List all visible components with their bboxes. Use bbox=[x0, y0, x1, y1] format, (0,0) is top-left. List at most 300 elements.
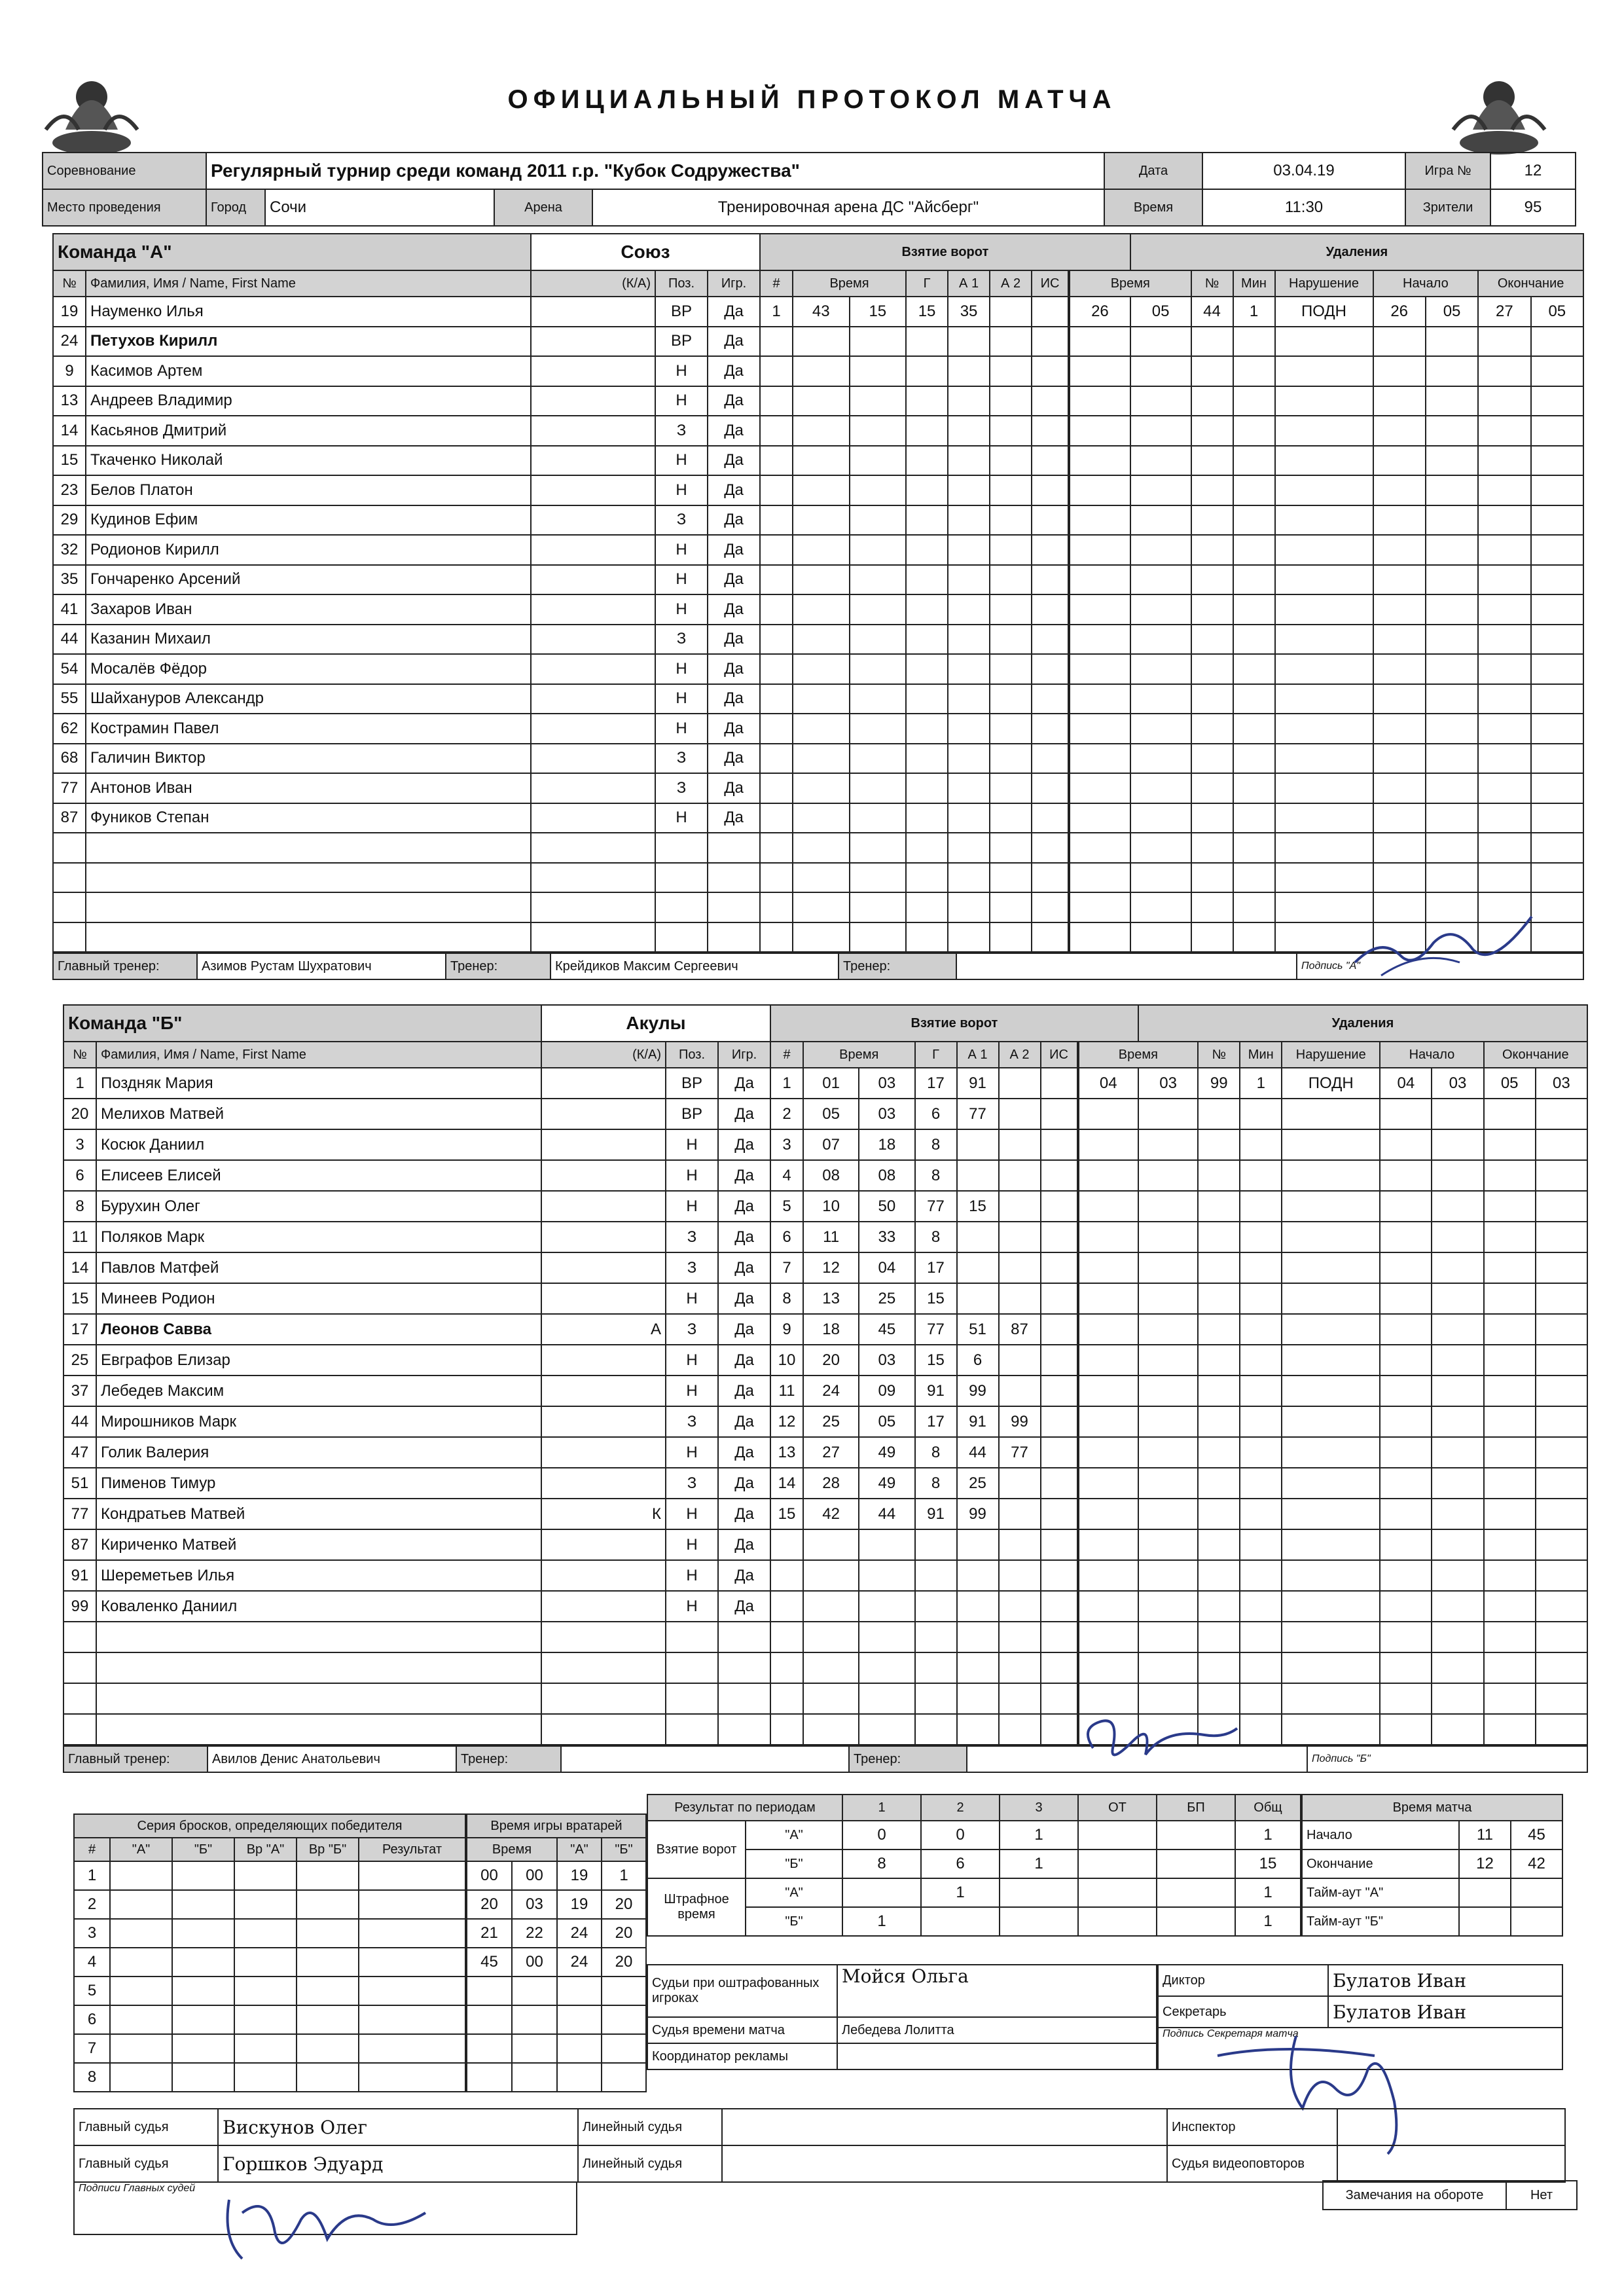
goal-scorer: 15 bbox=[906, 297, 948, 327]
player-row bbox=[63, 1283, 1587, 1314]
penalty-violation bbox=[1275, 386, 1373, 416]
penalty-time-sec bbox=[1138, 1129, 1198, 1160]
penalty-player bbox=[1198, 1591, 1240, 1622]
goal-scorer bbox=[906, 833, 948, 863]
goalie-time-sec: 22 bbox=[512, 1919, 557, 1948]
match-end-m: 42 bbox=[1511, 1850, 1562, 1878]
penalty-time-sec bbox=[1130, 416, 1191, 446]
goal-situation bbox=[1032, 565, 1068, 595]
goal-time-min: 27 bbox=[803, 1437, 859, 1468]
penalty-player bbox=[1198, 1376, 1240, 1406]
player-played: Да bbox=[718, 1345, 770, 1376]
penalty-end-sec bbox=[1536, 1314, 1587, 1345]
goal-time-min bbox=[793, 892, 850, 922]
goal-situation bbox=[1041, 1499, 1077, 1529]
player-name: Антонов Иван bbox=[86, 773, 531, 803]
penalty-end-sec bbox=[1536, 1591, 1587, 1622]
penalty-end-min bbox=[1484, 1714, 1536, 1745]
goal-number: 1 bbox=[760, 297, 793, 327]
shootout-row-number: 2 bbox=[74, 1890, 110, 1919]
player-played: Да bbox=[708, 386, 760, 416]
goal-scorer: 8 bbox=[915, 1468, 957, 1499]
penalty-time-min bbox=[1070, 744, 1130, 774]
arena-value: Тренировочная арена ДС "Айсберг" bbox=[592, 189, 1104, 226]
hdr-pen-start: Начало bbox=[1380, 1042, 1483, 1068]
goal-assist-1 bbox=[948, 505, 990, 536]
officials-table bbox=[647, 1964, 1157, 2070]
player-position: Н bbox=[655, 386, 708, 416]
shootout-cell bbox=[234, 2005, 297, 2034]
penalty-start-sec bbox=[1432, 1437, 1483, 1468]
penalty-end-min bbox=[1478, 416, 1530, 446]
goal-time-min: 12 bbox=[803, 1252, 859, 1283]
goal-assist-2: 77 bbox=[999, 1437, 1041, 1468]
penalty-start-min bbox=[1373, 565, 1426, 595]
penalty-end-sec bbox=[1531, 565, 1583, 595]
player-name: Кострамин Павел bbox=[86, 714, 531, 744]
team-a-coach2-label: Тренер: bbox=[839, 953, 956, 979]
player-number: 8 bbox=[63, 1191, 96, 1222]
team-a-table bbox=[52, 233, 1584, 953]
goal-situation bbox=[1032, 594, 1068, 625]
penalty-end-min bbox=[1484, 1160, 1536, 1191]
goal-number bbox=[770, 1591, 803, 1622]
shootout-cell bbox=[297, 2034, 359, 2063]
hdr-num: № bbox=[53, 270, 86, 297]
player-captain-mark bbox=[531, 773, 655, 803]
penalty-player bbox=[1191, 684, 1233, 714]
penalty-start-sec bbox=[1432, 1591, 1483, 1622]
player-position: Н bbox=[655, 535, 708, 565]
penalty-end-sec bbox=[1531, 327, 1583, 357]
player-captain-mark bbox=[531, 863, 655, 893]
player-position: З bbox=[655, 625, 708, 655]
penalty-end-sec bbox=[1536, 1129, 1587, 1160]
goal-time-sec: 50 bbox=[859, 1191, 914, 1222]
penalty-start-min bbox=[1373, 714, 1426, 744]
penalty-start-sec bbox=[1426, 625, 1478, 655]
shootout-cell bbox=[359, 2063, 465, 2092]
penalty-time-sec bbox=[1130, 833, 1191, 863]
goal-assist-1 bbox=[948, 356, 990, 386]
penalty-minutes bbox=[1233, 744, 1275, 774]
goal-number: 14 bbox=[770, 1468, 803, 1499]
player-number bbox=[63, 1622, 96, 1652]
penalty-player bbox=[1191, 356, 1233, 386]
goalie-time-min: 00 bbox=[467, 1861, 512, 1890]
player-number: 68 bbox=[53, 744, 86, 774]
goalie-time-row bbox=[467, 1977, 646, 2005]
penalty-end-sec bbox=[1536, 1406, 1587, 1437]
penalty-minutes bbox=[1240, 1560, 1282, 1591]
penalty-start-sec bbox=[1426, 594, 1478, 625]
player-position bbox=[655, 922, 708, 953]
goal-situation bbox=[1041, 1252, 1077, 1283]
goal-assist-1 bbox=[948, 803, 990, 833]
goal-scorer: 17 bbox=[915, 1068, 957, 1099]
player-captain-mark bbox=[531, 356, 655, 386]
player-row bbox=[53, 773, 1583, 803]
team-a-head-coach: Азимов Рустам Шухратович bbox=[197, 953, 446, 979]
shootout-row-number: 7 bbox=[74, 2034, 110, 2063]
goal-time-min bbox=[803, 1652, 859, 1683]
penalty-time-min bbox=[1079, 1345, 1138, 1376]
player-row bbox=[53, 833, 1583, 863]
penalty-violation bbox=[1275, 446, 1373, 476]
goal-situation bbox=[1041, 1468, 1077, 1499]
player-captain-mark bbox=[531, 833, 655, 863]
goal-situation bbox=[1041, 1160, 1077, 1191]
goalie-b-number bbox=[602, 2034, 646, 2063]
goalie-time-title: Время игры вратарей bbox=[467, 1814, 646, 1838]
penalty-violation bbox=[1282, 1160, 1380, 1191]
time-value: 11:30 bbox=[1202, 189, 1405, 226]
player-played: Да bbox=[718, 1099, 770, 1129]
goal-situation bbox=[1032, 386, 1068, 416]
penalty-violation bbox=[1282, 1683, 1380, 1714]
penalty-end-min: 05 bbox=[1484, 1068, 1536, 1099]
goal-number: 13 bbox=[770, 1437, 803, 1468]
goal-time-min bbox=[803, 1560, 859, 1591]
player-name: Казанин Михаил bbox=[86, 625, 531, 655]
shootout-row-number: 4 bbox=[74, 1948, 110, 1977]
player-played: Да bbox=[718, 1376, 770, 1406]
penalty-minutes bbox=[1240, 1499, 1282, 1529]
penalty-violation bbox=[1275, 535, 1373, 565]
penalty-time-min bbox=[1070, 714, 1130, 744]
player-captain-mark bbox=[541, 1345, 666, 1376]
goal-situation bbox=[1041, 1652, 1077, 1683]
penalty-violation bbox=[1282, 1652, 1380, 1683]
player-played: Да bbox=[718, 1160, 770, 1191]
penalty-time-min bbox=[1070, 625, 1130, 655]
player-name: Галичин Виктор bbox=[86, 744, 531, 774]
goal-time-min bbox=[793, 535, 850, 565]
shootout-row-number: 6 bbox=[74, 2005, 110, 2034]
goal-scorer: 91 bbox=[915, 1376, 957, 1406]
goalie-col-b: "Б" bbox=[602, 1838, 646, 1861]
player-number: 11 bbox=[63, 1222, 96, 1252]
player-number: 19 bbox=[53, 297, 86, 327]
goal-number bbox=[760, 625, 793, 655]
pim-a-ot bbox=[1078, 1878, 1157, 1907]
penalty-time-sec bbox=[1130, 922, 1191, 953]
goal-situation bbox=[1041, 1529, 1077, 1560]
goal-situation bbox=[1041, 1283, 1077, 1314]
penalty-time-min bbox=[1070, 922, 1130, 953]
hdr-name: Фамилия, Имя / Name, First Name bbox=[96, 1042, 541, 1068]
penalty-start-sec bbox=[1432, 1191, 1483, 1222]
goal-time-min: 24 bbox=[803, 1376, 859, 1406]
penalty-start-min bbox=[1380, 1129, 1432, 1160]
player-position: З bbox=[655, 773, 708, 803]
penalty-time-sec bbox=[1138, 1437, 1198, 1468]
goal-scorer bbox=[906, 356, 948, 386]
goal-scorer: 8 bbox=[915, 1222, 957, 1252]
player-played: Да bbox=[708, 625, 760, 655]
player-row bbox=[53, 863, 1583, 893]
penalty-player bbox=[1191, 654, 1233, 684]
goal-situation bbox=[1032, 446, 1068, 476]
player-row bbox=[63, 1099, 1587, 1129]
player-row bbox=[53, 505, 1583, 536]
player-captain-mark bbox=[541, 1283, 666, 1314]
player-captain-mark bbox=[541, 1591, 666, 1622]
penalty-minutes bbox=[1233, 446, 1275, 476]
penalty-time-min bbox=[1079, 1560, 1138, 1591]
player-number: 77 bbox=[53, 773, 86, 803]
goalie-time-row bbox=[467, 1948, 646, 1977]
goal-time-sec bbox=[859, 1683, 914, 1714]
penalty-box-judges: Мойся Ольга bbox=[837, 1965, 1157, 2017]
penalty-time-min bbox=[1079, 1591, 1138, 1622]
goal-time-sec bbox=[859, 1622, 914, 1652]
penalty-start-min bbox=[1373, 356, 1426, 386]
player-name: Родионов Кирилл bbox=[86, 535, 531, 565]
penalty-start-sec bbox=[1426, 416, 1478, 446]
goal-number bbox=[760, 594, 793, 625]
penalty-start-sec bbox=[1426, 356, 1478, 386]
goal-assist-2 bbox=[990, 356, 1032, 386]
goal-time-min: 43 bbox=[793, 297, 850, 327]
player-position: Н bbox=[655, 803, 708, 833]
goal-situation bbox=[1041, 1129, 1077, 1160]
shootout-cell bbox=[110, 1861, 172, 1890]
penalty-time-sec bbox=[1138, 1345, 1198, 1376]
main-ref-2: Горшков Эдуард bbox=[218, 2145, 578, 2182]
penalty-time-min bbox=[1079, 1437, 1138, 1468]
player-number: 47 bbox=[63, 1437, 96, 1468]
goalie-b-number bbox=[602, 2063, 646, 2092]
goal-assist-2 bbox=[990, 625, 1032, 655]
player-position: Н bbox=[655, 714, 708, 744]
player-name: Мирошников Марк bbox=[96, 1406, 541, 1437]
goalie-a-number bbox=[557, 2034, 602, 2063]
penalty-minutes: 1 bbox=[1240, 1068, 1282, 1099]
player-position bbox=[666, 1714, 718, 1745]
goal-time-sec: 05 bbox=[859, 1406, 914, 1437]
player-number: 23 bbox=[53, 475, 86, 505]
goal-time-sec bbox=[850, 714, 907, 744]
goal-assist-2 bbox=[999, 1160, 1041, 1191]
player-number: 25 bbox=[63, 1345, 96, 1376]
penalty-player: 99 bbox=[1198, 1068, 1240, 1099]
penalty-end-sec bbox=[1531, 833, 1583, 863]
player-row bbox=[63, 1683, 1587, 1714]
penalty-violation bbox=[1282, 1376, 1380, 1406]
penalty-end-min bbox=[1478, 535, 1530, 565]
player-name: Косюк Даниил bbox=[96, 1129, 541, 1160]
goalie-time-table bbox=[466, 1813, 647, 2092]
goal-assist-2 bbox=[990, 446, 1032, 476]
player-played: Да bbox=[718, 1129, 770, 1160]
goal-time-sec bbox=[850, 416, 907, 446]
player-captain-mark bbox=[541, 1191, 666, 1222]
hdr-pen-min: Мин bbox=[1240, 1042, 1282, 1068]
goalie-time-min: 45 bbox=[467, 1948, 512, 1977]
goal-time-sec: 18 bbox=[859, 1129, 914, 1160]
periods-pim-b-label: "Б" bbox=[746, 1907, 842, 1936]
goalie-time-row bbox=[467, 1861, 646, 1890]
penalty-minutes bbox=[1233, 833, 1275, 863]
player-position: З bbox=[666, 1252, 718, 1283]
goal-assist-1 bbox=[948, 922, 990, 953]
penalty-time-min bbox=[1070, 327, 1130, 357]
penalty-start-sec bbox=[1432, 1252, 1483, 1283]
goalie-time-sec bbox=[512, 2005, 557, 2034]
shootout-row bbox=[74, 2034, 465, 2063]
player-position: Н bbox=[655, 475, 708, 505]
goals-a-so bbox=[1157, 1821, 1235, 1850]
hdr-pos: Поз. bbox=[666, 1042, 718, 1068]
player-number: 9 bbox=[53, 356, 86, 386]
penalty-time-sec bbox=[1138, 1591, 1198, 1622]
player-name: Елисеев Елисей bbox=[96, 1160, 541, 1191]
player-played: Да bbox=[708, 327, 760, 357]
goal-situation bbox=[1032, 773, 1068, 803]
goal-number bbox=[760, 714, 793, 744]
penalty-end-min bbox=[1478, 773, 1530, 803]
player-captain-mark bbox=[531, 386, 655, 416]
penalty-time-sec bbox=[1138, 1191, 1198, 1222]
penalty-violation bbox=[1275, 803, 1373, 833]
player-name: Андреев Владимир bbox=[86, 386, 531, 416]
penalty-start-min bbox=[1373, 386, 1426, 416]
penalty-minutes bbox=[1240, 1468, 1282, 1499]
goal-time-min: 11 bbox=[803, 1222, 859, 1252]
main-ref-label-1: Главный судья bbox=[74, 2109, 218, 2145]
penalty-violation bbox=[1275, 744, 1373, 774]
penalty-start-min bbox=[1373, 833, 1426, 863]
shootout-cell bbox=[297, 1890, 359, 1919]
player-name: Минеев Родион bbox=[96, 1283, 541, 1314]
player-captain-mark bbox=[531, 744, 655, 774]
player-name: Касьянов Дмитрий bbox=[86, 416, 531, 446]
goal-time-sec bbox=[850, 744, 907, 774]
goal-assist-1 bbox=[957, 1591, 999, 1622]
goal-assist-1 bbox=[957, 1622, 999, 1652]
penalty-time-min bbox=[1079, 1529, 1138, 1560]
player-number bbox=[53, 922, 86, 953]
team-b-penalties-title: Удаления bbox=[1138, 1005, 1587, 1042]
player-played: Да bbox=[708, 803, 760, 833]
player-number: 29 bbox=[53, 505, 86, 536]
penalty-end-sec bbox=[1536, 1714, 1587, 1745]
player-captain-mark bbox=[531, 892, 655, 922]
goal-time-min: 42 bbox=[803, 1499, 859, 1529]
penalty-start-min bbox=[1380, 1099, 1432, 1129]
penalty-minutes bbox=[1240, 1622, 1282, 1652]
shootout-cell bbox=[110, 1948, 172, 1977]
announcer-label: Диктор bbox=[1158, 1965, 1328, 1996]
hdr-pen-end: Окончание bbox=[1484, 1042, 1587, 1068]
penalty-end-sec bbox=[1536, 1283, 1587, 1314]
goal-situation bbox=[1032, 833, 1068, 863]
player-captain-mark bbox=[541, 1376, 666, 1406]
shootout-cell bbox=[297, 1861, 359, 1890]
goalie-a-number bbox=[557, 2063, 602, 2092]
penalty-end-sec bbox=[1531, 803, 1583, 833]
goal-time-sec bbox=[850, 594, 907, 625]
penalty-minutes bbox=[1233, 327, 1275, 357]
goal-time-min bbox=[793, 565, 850, 595]
player-played: Да bbox=[708, 297, 760, 327]
penalty-end-min bbox=[1478, 446, 1530, 476]
goal-time-sec bbox=[859, 1591, 914, 1622]
player-played bbox=[718, 1683, 770, 1714]
penalty-time-min bbox=[1070, 446, 1130, 476]
team-b-head-coach-label: Главный тренер: bbox=[63, 1746, 208, 1772]
player-row bbox=[63, 1652, 1587, 1683]
goal-number bbox=[760, 654, 793, 684]
penalty-player bbox=[1198, 1345, 1240, 1376]
goal-assist-2 bbox=[999, 1068, 1041, 1099]
player-played: Да bbox=[708, 773, 760, 803]
shootout-cell bbox=[359, 1861, 465, 1890]
goal-time-sec bbox=[850, 773, 907, 803]
goalie-col-a: "А" bbox=[557, 1838, 602, 1861]
penalty-violation bbox=[1282, 1499, 1380, 1529]
penalty-start-min bbox=[1373, 773, 1426, 803]
penalty-start-sec bbox=[1432, 1099, 1483, 1129]
penalty-violation bbox=[1282, 1129, 1380, 1160]
player-name: Гончаренко Арсений bbox=[86, 565, 531, 595]
match-time-table bbox=[1301, 1794, 1563, 1937]
player-position: З bbox=[655, 416, 708, 446]
goalie-time-row bbox=[467, 1890, 646, 1919]
penalty-end-min bbox=[1484, 1283, 1536, 1314]
team-b-table bbox=[63, 1004, 1588, 1745]
hdr-goal-a1: А 1 bbox=[948, 270, 990, 297]
penalty-end-min bbox=[1484, 1314, 1536, 1345]
goal-number bbox=[770, 1652, 803, 1683]
penalty-start-min bbox=[1373, 505, 1426, 536]
penalty-player bbox=[1191, 892, 1233, 922]
player-played: Да bbox=[718, 1437, 770, 1468]
goal-number bbox=[760, 773, 793, 803]
date-value: 03.04.19 bbox=[1202, 153, 1405, 189]
pim-b-total: 1 bbox=[1235, 1907, 1301, 1936]
page-title: ОФИЦИАЛЬНЫЙ ПРОТОКОЛ МАТЧА bbox=[507, 85, 1117, 114]
penalty-end-min bbox=[1484, 1222, 1536, 1252]
penalty-minutes bbox=[1240, 1191, 1282, 1222]
player-played: Да bbox=[718, 1283, 770, 1314]
goal-assist-2 bbox=[999, 1222, 1041, 1252]
penalty-violation: ПОДН bbox=[1275, 297, 1373, 327]
shootout-cell bbox=[297, 1919, 359, 1948]
player-played: Да bbox=[708, 654, 760, 684]
player-position bbox=[655, 833, 708, 863]
shootout-cell bbox=[234, 2063, 297, 2092]
shootout-row bbox=[74, 1948, 465, 1977]
penalty-minutes bbox=[1233, 803, 1275, 833]
penalty-start-sec bbox=[1432, 1160, 1483, 1191]
spectators-value: 95 bbox=[1490, 189, 1576, 226]
goalie-a-number: 19 bbox=[557, 1861, 602, 1890]
player-position bbox=[666, 1652, 718, 1683]
penalty-start-sec bbox=[1432, 1683, 1483, 1714]
penalty-start-sec bbox=[1426, 386, 1478, 416]
penalty-time-min bbox=[1079, 1191, 1138, 1222]
goal-assist-2 bbox=[990, 684, 1032, 714]
penalty-violation bbox=[1282, 1468, 1380, 1499]
player-name: Мосалёв Фёдор bbox=[86, 654, 531, 684]
penalty-player bbox=[1191, 446, 1233, 476]
penalty-time-sec bbox=[1138, 1314, 1198, 1345]
penalty-minutes bbox=[1233, 594, 1275, 625]
player-name bbox=[86, 833, 531, 863]
player-played: Да bbox=[718, 1468, 770, 1499]
